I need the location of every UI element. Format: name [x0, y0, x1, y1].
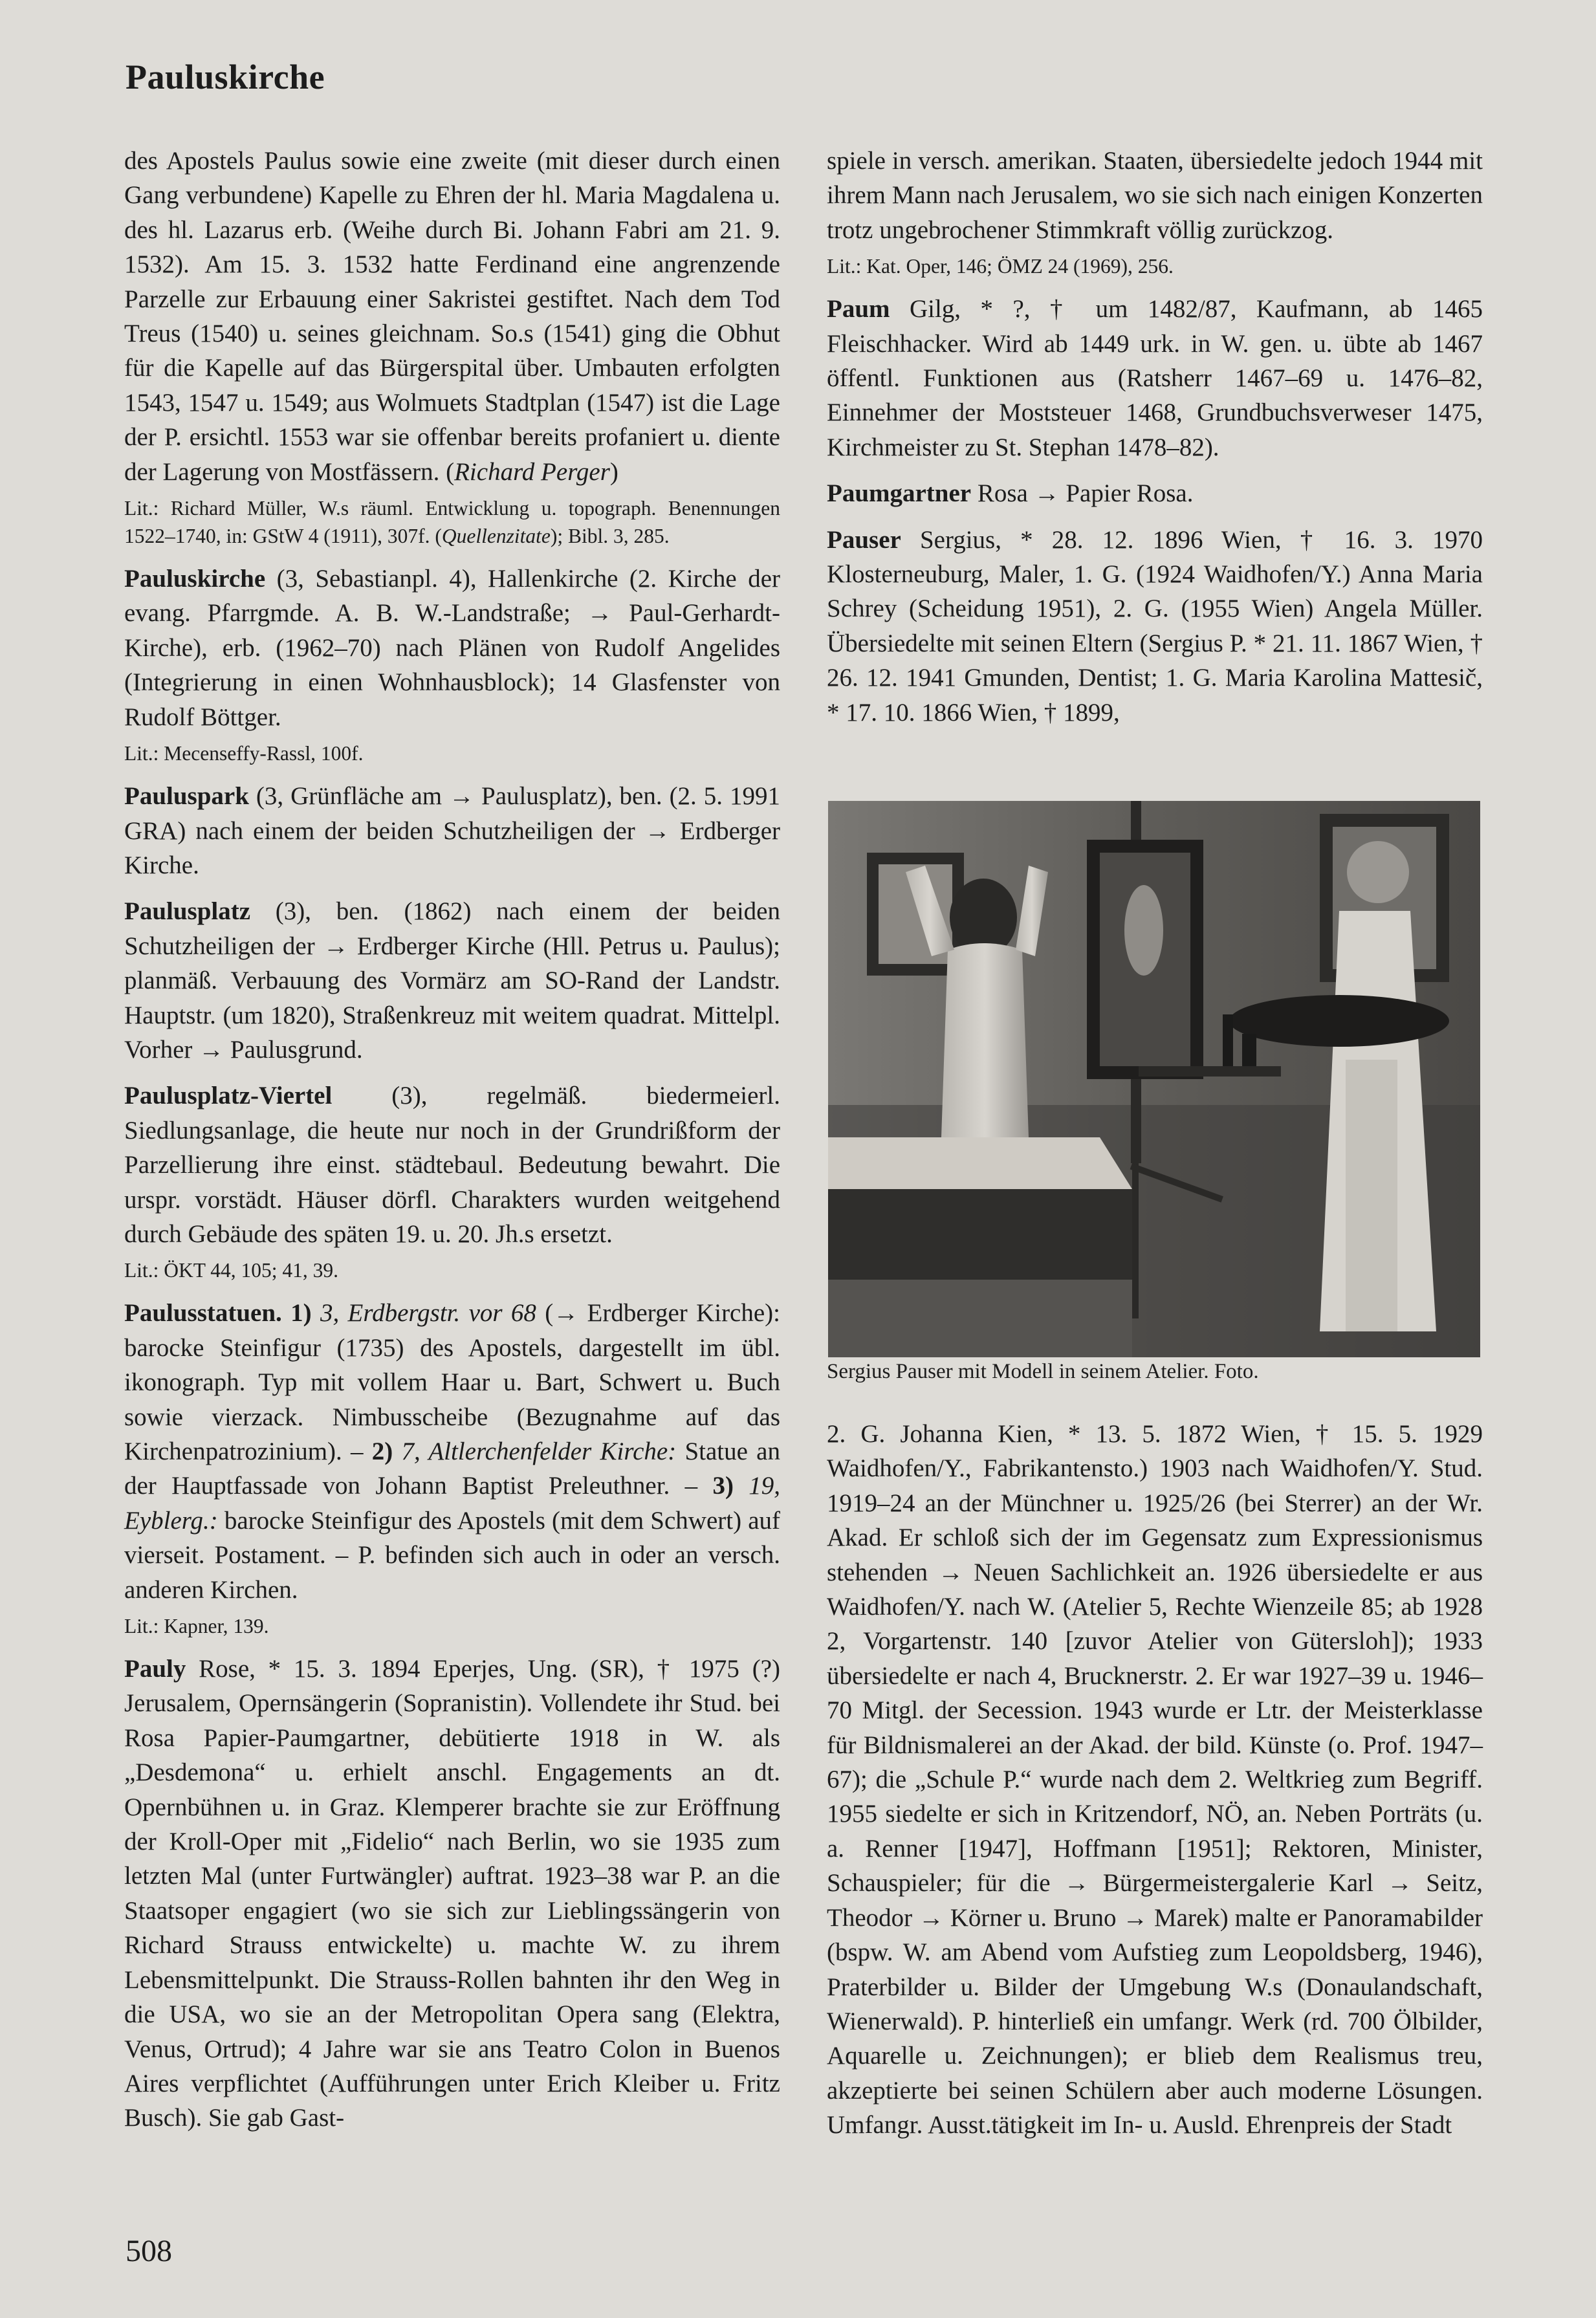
entry-paum [827, 292, 1483, 465]
photo-illustration [828, 801, 1480, 1357]
entry-paulusstatuen [124, 1296, 780, 1607]
entry-text: (→ Erdberger Kirche): barocke Steinfigur (1735) des Apostels, dargestellt im übl. ikonograph. Typ mit vollem Haar u. Bart, Schwert u. Buch sowie vierzack. Nimbusscheibe (Bezugnahme auf das Kirchenpatrozinium). – [124, 1299, 781, 1465]
literature-note: Lit.: Kapner, 139. [124, 1615, 269, 1638]
entry-text: Gilg, * ?, † um 1482/87, Kaufmann, ab 1465 Fleischhacker. Wird ab 1449 urk. in W. gen. u. übte ab 1467 öffentl. Funktionen aus (Ratsherr 1467–69 u. 1476–82, Einnehmer der Moststeuer 1468, Grundbuchsverweser 1475, Kirchmeister zu St. Stephan 1478–82). [827, 295, 1483, 461]
lemma: Pauluspark [124, 782, 249, 811]
literature-text: Lit.: Richard Müller, W.s räuml. Entwicklung u. topograph. Benennungen 1522–1740, in: GStW 4 (1911), 307f. ( [124, 497, 780, 548]
item-number: 2) [363, 1438, 393, 1465]
lemma: Pauly [124, 1655, 186, 1683]
entry-paumgartner [827, 476, 1483, 510]
lemma: Paulusplatz [124, 897, 251, 926]
entry-paulusplatz [124, 894, 780, 1067]
lemma: Pauser [827, 525, 901, 554]
entry-pauser [827, 523, 1483, 730]
running-header: Pauluskirche [126, 58, 325, 96]
entry-pauly-continued: spiele in versch. amerikan. Staaten, übersiedelte jedoch 1944 mit ihrem Mann nach Jerusalem, wo sie sich nach einigen Konzerten trotz ungebrochener Stimmkraft völlig zurückzog. [827, 147, 1483, 244]
entry-text: des Apostels Paulus sowie eine zweite (mit dieser durch einen Gang verbundene) Kapelle zu Ehren der hl. Maria Magdalena u. des hl. Lazarus erb. (Weihe durch Bi. Johann Fabri am 21. 9. 1532). Am 15. 3. 1532 hatte Ferdinand eine angrenzende Parzelle zur Erbauung einer Sakristei gestiftet. Nach dem Tod Treus (1540) u. seines gleichnam. So.s (1541) ging die Obhut für die Kapelle auf das Bürgerspital über. Umbauten erfolgten 1543, 1547 u. 1549; aus Wolmuets Stadtplan (1547) ist die Lage der P. ersichtl. 1553 war sie offenbar bereits profaniert u. diente der Lagerung von Mostfässern. ( [124, 147, 780, 486]
location-italic: 7, Altlerchenfelder Kirche: [393, 1438, 677, 1465]
entry-pauluspark [124, 779, 780, 882]
entry-text: Rosa → Papier Rosa. [971, 479, 1194, 508]
entry-pauly [124, 1652, 780, 2136]
item-number: 3) [697, 1472, 734, 1500]
location-italic: 3, Erdbergstr. vor 68 [311, 1299, 536, 1328]
literature-note: Lit.: ÖKT 44, 105; 41, 39. [124, 1259, 339, 1282]
entry-pauluskirche [124, 562, 780, 734]
entry-text: Statue an der Hauptfassade von Johann Baptist Preleuthner. – [124, 1438, 780, 1500]
right-column-bottom [827, 1417, 1483, 2143]
entry-paulusplatz-viertel [124, 1078, 780, 1251]
atelier-photograph [828, 801, 1480, 1357]
entry-text: (3), ben. (1862) nach einem der beiden Schutzheiligen der → Erdberger Kirche (Hll. Petrus u. Paulus); planmäß. Verbauung des Vormärz am SO-Rand der Landstr. Hauptstr. (um 1820), Straßenkreuz mit weitem quadrat. Mittelpl. Vorher → Paulusgrund. [124, 897, 780, 1064]
entry-text: barocke Steinfigur des Apostels (mit dem Schwert) auf vierseit. Postament. – P. befinden sich auch in oder an versch. anderen Kirchen. [124, 1506, 780, 1604]
literature-note: Lit.: Kat. Oper, 146; ÖMZ 24 (1969), 256. [827, 255, 1174, 278]
entry-paulus-kapelle-continued [124, 144, 780, 489]
literature-italic: Quellenzitate [441, 525, 551, 548]
right-column-top [827, 144, 1483, 730]
entry-pauser-continued: 2. G. Johanna Kien, * 13. 5. 1872 Wien, † 15. 5. 1929 Waidhofen/Y., Fabrikantensto.) 1903 nach Waidhofen/Y. Stud. 1919–24 an der Münchner u. 1925/26 (bei Sterrer) an der Wr. Akad. Er schloß sich der im Gegensatz zum Expressionismus stehenden → Neuen Sachlichkeit an. 1926 übersiedelte er aus Waidhofen/Y. nach W. (Atelier 5, Rechte Wienzeile 85; ab 1928 2, Vorgartenstr. 140 [zuvor Atelier von Gütersloh]); 1933 übersiedelte er nach 4, Brucknerstr. 2. Er war 1927–39 u. 1946–70 Mitgl. der Secession. 1943 wurde er Ltr. der Meisterklasse für Bildnismalerei an der Akad. der bild. Künste (o. Prof. 1947–67); die „Schule P.“ wurde nach dem 2. Weltkrieg zum Begriff. 1955 siedelte er sich in Kritzendorf, NÖ, an. Neben Porträts (u. a. Renner [1947], Hoffmann [1951]; Rektoren, Minister, Schauspieler; für die → Bürgermeistergalerie Karl → Seitz, Theodor → Körner u. Bruno → Marek) malte er Panoramabilder (bspw. W. am Abend vom Aufstieg zum Leopoldsberg, 1946), Praterbilder u. Bilder der Umgebung W.s (Donaulandschaft, Wienerwald). P. hinterließ ein umfangr. Werk (rd. 700 Ölbilder, Aquarelle u. Zeichnungen); er blieb dem Realismus treu, akzeptierte bei seinen Schülern aber auch moderne Lösungen. Umfangr. Ausst.tätigkeit im In- u. Ausld. Ehrenpreis der Stadt [827, 1420, 1483, 2139]
entry-text: Sergius, * 28. 12. 1896 Wien, † 16. 3. 1970 Klosterneuburg, Maler, 1. G. (1924 Waidhofen/Y.) Anna Maria Schrey (Scheidung 1951), 2. G. (1955 Wien) Angela Müller. Übersiedelte mit seinen Eltern (Sergius P. * 21. 11. 1867 Wien, † 26. 12. 1941 Gmunden, Dentist; 1. G. Maria Karolina Mattesič, * 17. 10. 1866 Wien, † 1899, [827, 525, 1483, 727]
entry-text: (3), regelmäß. biedermeierl. Siedlungsanlage, die heute nur noch in der Grundrißform der Parzellierung ihre einst. städtebaul. Bedeutung bewahrt. Die urspr. vorstädt. Häuser dörfl. Charakters wurden weitgehend durch Gebäude des späten 19. u. 20. Jh.s ersetzt. [124, 1082, 780, 1248]
location-italic: 19, Eyblerg.: [124, 1472, 780, 1535]
item-number: 1) [281, 1299, 312, 1328]
photo-caption: Sergius Pauser mit Modell in seinem Atelier. Foto. [827, 1360, 1259, 1383]
lemma: Paum [827, 295, 890, 323]
lemma: Paulusstatuen. [124, 1299, 282, 1328]
literature-note [124, 494, 780, 550]
entry-text: ) [609, 457, 618, 486]
page-number: 508 [126, 2234, 172, 2268]
literature-text: ); Bibl. 3, 285. [550, 525, 670, 548]
entry-text: (3, Grünfläche am → Paulusplatz), ben. (2. 5. 1991 GRA) nach einem der beiden Schutzheiligen der → Erdberger Kirche. [124, 782, 780, 879]
lemma: Paumgartner [827, 479, 972, 508]
entry-text: (3, Sebastianpl. 4), Hallenkirche (2. Kirche der evang. Pfarrgmde. A. B. W.-Landstraße; → Paul-Gerhardt-Kirche), erb. (1962–70) nach Plänen von Rudolf Angelides (Integrierung in einen Wohnhausblock); 14 Glasfenster von Rudolf Böttger. [124, 565, 780, 731]
literature-note: Lit.: Mecenseffy-Rassl, 100f. [124, 742, 364, 765]
left-column [124, 144, 780, 2136]
lemma: Paulusplatz-Viertel [124, 1082, 333, 1110]
lemma: Pauluskirche [124, 565, 266, 593]
author-credit: Richard Perger [454, 457, 610, 486]
entry-text: Rose, * 15. 3. 1894 Eperjes, Ung. (SR), † 1975 (?) Jerusalem, Opernsängerin (Sopranistin). Vollendete ihr Stud. bei Rosa Papier-Paumgartner, debütierte 1918 in W. als „Desdemona“ u. erhielt anschl. Engagements an dt. Opernbühnen u. in Graz. Klemperer brachte sie zur Eröffnung der Kroll-Oper mit „Fidelio“ nach Berlin, wo sie 1935 zum letzten Mal (unter Furtwängler) auftrat. 1923–38 war P. an die Staatsoper engagiert (wo sie sich zur Lieblingssängerin von Richard Strauss entwickelte) u. machte W. zu ihrem Lebensmittelpunkt. Die Strauss-Rollen bahnten ihr den Weg in die USA, wo sie an der Metropolitan Opera sang (Elektra, Venus, Ortrud); 4 Jahre war sie ans Teatro Colon in Buenos Aires verpflichtet (Aufführungen unter Erich Kleiber u. Fritz Busch). Sie gab Gast- [124, 1655, 780, 2132]
